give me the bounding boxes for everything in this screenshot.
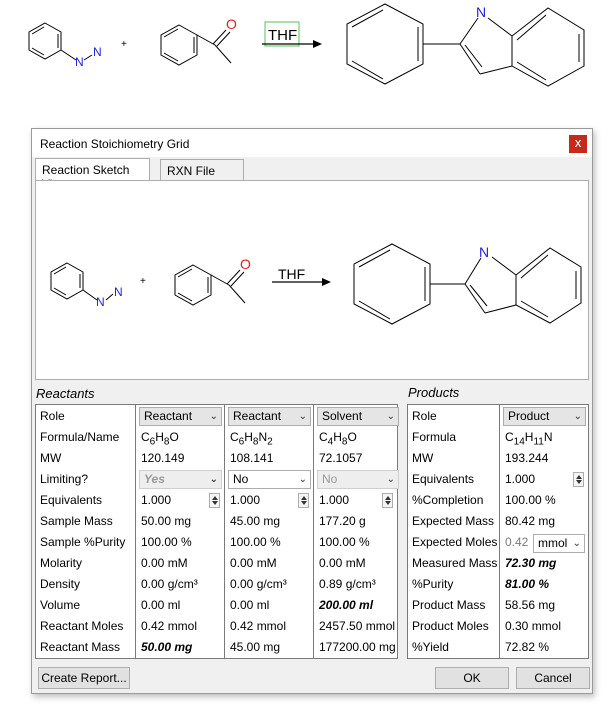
product-mass-value: 58.56 mg — [505, 598, 556, 612]
reactants-section-title: Reactants — [36, 386, 95, 401]
yield-value: 72.82 % — [505, 640, 550, 654]
svg-text:+: + — [140, 276, 146, 287]
expected-moles-value: 0.42 — [505, 535, 529, 549]
svg-text:O: O — [240, 256, 251, 272]
row-label-role: Role — [412, 409, 437, 423]
row-label-mw: MW — [412, 451, 434, 465]
volume-input[interactable]: 200.00 ml — [319, 598, 374, 612]
completion-input[interactable]: 100.00 % — [505, 493, 556, 507]
reactant-mass-value[interactable]: 177200.00 mg — [319, 640, 396, 654]
mw-value: 108.141 — [230, 451, 274, 465]
row-label-purity: %Purity — [412, 577, 454, 591]
formula-value: $C_6H_8O$ — [141, 430, 179, 448]
mw-value: 120.149 — [141, 451, 185, 465]
product-formula-value: $C_{14}H_{11}N$ — [505, 430, 553, 448]
plus-sign: + — [121, 39, 127, 50]
purity-input[interactable]: 100.00 % — [141, 535, 192, 549]
chevron-down-icon: ⌄ — [386, 411, 395, 422]
row-label-measured-mass: Measured Mass — [412, 556, 498, 570]
equivalents-input[interactable]: 1.000 — [230, 493, 261, 507]
product-role-select[interactable]: Product ⌄ — [503, 407, 586, 426]
molarity-input[interactable]: 0.00 mM — [319, 556, 366, 570]
row-label-yield: %Yield — [412, 640, 449, 654]
ketone-oxygen-label: O — [226, 16, 237, 32]
reactant-moles-value[interactable]: 0.42 mmol — [141, 619, 198, 633]
density-input[interactable]: 0.00 g/cm³ — [141, 577, 198, 591]
create-report-button[interactable]: Create Report... — [38, 667, 130, 689]
product-mw-value: 193.244 — [505, 451, 549, 465]
row-label-volume: Volume — [40, 598, 81, 612]
reactant-moles-value[interactable]: 0.42 mmol — [230, 619, 287, 633]
products-label-column — [408, 405, 500, 658]
role-select[interactable]: Reactant ⌄ — [228, 407, 311, 426]
azide-n1-label: N — [75, 55, 84, 69]
svg-text:N: N — [96, 295, 105, 309]
molarity-input[interactable]: 0.00 mM — [141, 556, 188, 570]
limiting-select[interactable]: No ⌄ — [317, 470, 399, 489]
stoichiometry-dialog — [31, 128, 593, 694]
ok-button[interactable]: OK — [435, 667, 509, 689]
purity-input[interactable]: 100.00 % — [230, 535, 281, 549]
benzene-ring-ketone — [161, 25, 197, 65]
row-label-role: Role — [40, 409, 65, 423]
product-moles-value: 0.30 mmol — [505, 619, 562, 633]
formula-value: $C_6H_8N_2$ — [230, 430, 273, 448]
row-label-completion: %Completion — [412, 493, 484, 507]
row-label-expected-mass: Expected Mass — [412, 514, 495, 528]
chevron-down-icon: ⌄ — [298, 411, 307, 422]
row-label-sample-mass: Sample Mass — [40, 514, 113, 528]
products-section-title: Products — [408, 385, 460, 400]
product-benzo-ring — [512, 8, 584, 86]
expected-moles-unit-select[interactable]: mmol ⌄ — [533, 534, 585, 553]
row-label-molarity: Molarity — [40, 556, 83, 570]
solvent-label: THF — [268, 27, 298, 44]
limiting-select[interactable]: Yes ⌄ — [139, 470, 222, 489]
row-label-product-moles: Product Moles — [412, 619, 489, 633]
tab-rxn-file-view[interactable]: RXN File — [160, 159, 244, 181]
reactants-grid — [35, 404, 398, 659]
chevron-down-icon: ⌄ — [209, 411, 218, 422]
reactant-mass-value[interactable]: 45.00 mg — [230, 640, 281, 654]
product-equivalents-input[interactable]: 1.000 — [505, 472, 536, 486]
limiting-select[interactable]: No ⌄ — [228, 470, 311, 489]
formula-value: $C_4H_8O$ — [319, 430, 357, 448]
row-label-equivalents: Equivalents — [412, 472, 475, 486]
purity-input[interactable]: 100.00 % — [319, 535, 370, 549]
title-bar[interactable] — [32, 129, 592, 157]
indole-nitrogen-label: N — [476, 4, 487, 20]
row-label-formula: Formula/Name — [40, 430, 120, 444]
cancel-button[interactable]: Cancel — [516, 667, 590, 689]
svg-text:N: N — [479, 244, 490, 260]
svg-text:N: N — [114, 285, 123, 299]
reaction-sketch-panel — [35, 180, 589, 380]
dialog-title: Reaction Stoichiometry Grid — [40, 137, 190, 151]
equivalents-spinner[interactable] — [209, 493, 220, 508]
expected-mass-value[interactable]: 80.42 mg — [505, 514, 556, 528]
row-label-limiting: Limiting? — [40, 472, 89, 486]
chevron-down-icon: ⌄ — [298, 474, 307, 485]
product-purity-input[interactable]: 81.00 % — [505, 577, 550, 591]
row-label-expected-moles: Expected Moles — [412, 535, 498, 549]
density-input[interactable]: 0.00 g/cm³ — [230, 577, 287, 591]
row-label-product-mass: Product Mass — [412, 598, 486, 612]
product-equivalents-spinner[interactable] — [573, 472, 584, 487]
top-reaction-sketch — [0, 0, 612, 110]
row-label-density: Density — [40, 577, 81, 591]
reactants-label-column — [36, 405, 136, 658]
equivalents-input[interactable]: 1.000 — [319, 493, 350, 507]
molarity-input[interactable]: 0.00 mM — [230, 556, 277, 570]
svg-text:THF: THF — [278, 266, 306, 282]
volume-input[interactable]: 0.00 ml — [141, 598, 181, 612]
row-label-reactant-mass: Reactant Mass — [40, 640, 121, 654]
role-select[interactable]: Solvent ⌄ — [317, 407, 399, 426]
equivalents-spinner[interactable] — [298, 493, 309, 508]
reactant-mass-value[interactable]: 50.00 mg — [141, 640, 193, 654]
product-phenyl-ring — [347, 4, 423, 84]
measured-mass-input[interactable]: 72.30 mg — [505, 556, 557, 570]
row-label-reactant-moles: Reactant Moles — [40, 619, 124, 633]
close-button[interactable] — [569, 135, 587, 153]
azide-n2-label: N — [93, 45, 102, 59]
reactant-moles-value[interactable]: 2457.50 mmol — [319, 619, 396, 633]
row-label-formula: Formula — [412, 430, 457, 444]
product-column — [501, 405, 588, 658]
chevron-down-icon: ⌄ — [572, 538, 581, 549]
reactant-column-2 — [226, 405, 314, 658]
sample-mass-input[interactable]: 50.00 mg — [141, 514, 192, 528]
volume-input[interactable]: 0.00 ml — [230, 598, 270, 612]
equivalents-input[interactable]: 1.000 — [141, 493, 172, 507]
reactant-column-3 — [315, 405, 397, 658]
sample-mass-input[interactable]: 45.00 mg — [230, 514, 281, 528]
row-label-mw: MW — [40, 451, 62, 465]
equivalents-spinner[interactable] — [382, 493, 393, 508]
sample-mass-input[interactable]: 177.20 g — [319, 514, 366, 528]
row-label-equivalents: Equivalents — [40, 493, 103, 507]
reactant-column-1 — [137, 405, 225, 658]
chevron-down-icon: ⌄ — [573, 411, 582, 422]
mw-value: 72.1057 — [319, 451, 363, 465]
products-grid — [407, 404, 589, 659]
chevron-down-icon: ⌄ — [386, 474, 395, 485]
inner-reaction-sketch — [36, 181, 588, 379]
role-select[interactable]: Reactant ⌄ — [139, 407, 222, 426]
close-icon: x — [574, 136, 582, 150]
benzene-ring-azide — [29, 23, 61, 59]
row-label-sample-purity: Sample %Purity — [40, 535, 126, 549]
tab-reaction-sketch-view[interactable]: Reaction Sketch — [35, 158, 150, 181]
chevron-down-icon: ⌄ — [209, 474, 218, 485]
density-input[interactable]: 0.89 g/cm³ — [319, 577, 376, 591]
